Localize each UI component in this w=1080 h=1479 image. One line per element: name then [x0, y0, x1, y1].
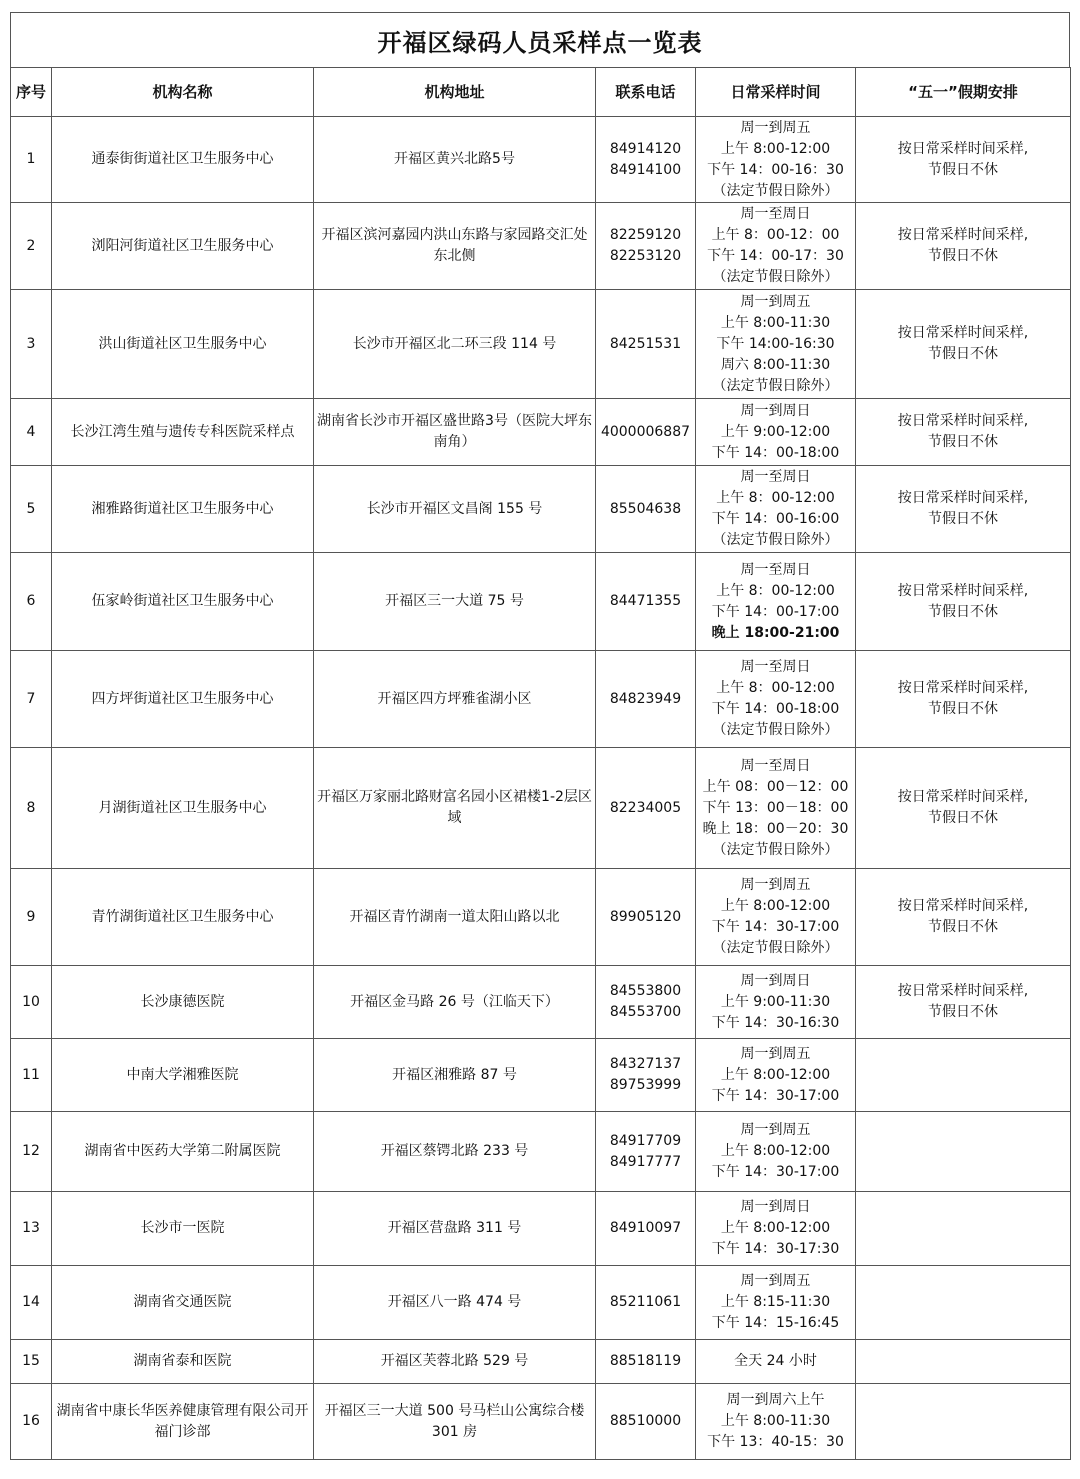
sampling-times-line: 上午 8:00-12:00 [720, 898, 831, 914]
row-number [11, 117, 52, 203]
sampling-times-line: 下午 14：00-16:00 [711, 511, 840, 527]
holiday-arrangement [856, 651, 1071, 748]
header-time: 日常采样时间 [696, 68, 856, 117]
table-row [11, 869, 1071, 966]
sampling-times [696, 1266, 856, 1340]
sampling-times-line: 上午 8:00-12:00 [720, 1143, 831, 1159]
row-number-line: 3 [26, 335, 36, 352]
row-number-line: 8 [26, 799, 36, 816]
phone-numbers [596, 117, 696, 203]
phone-numbers [596, 869, 696, 966]
phone-numbers-line: 88518119 [609, 1353, 682, 1369]
institution-name [52, 651, 314, 748]
institution-name-line: 湖南省交通医院 [133, 1294, 232, 1310]
holiday-arrangement-line: 按日常采样时间采样, [897, 898, 1029, 914]
phone-numbers-line: 82259120 [609, 227, 682, 243]
sampling-times-line: 周六 8:00-11:30 [720, 356, 831, 373]
institution-address [314, 466, 596, 553]
sampling-times [696, 553, 856, 651]
row-number-line: 4 [26, 423, 36, 440]
holiday-arrangement-line: 节假日不休 [928, 511, 998, 527]
row-number-line: 6 [26, 593, 36, 609]
sampling-sites-table [10, 67, 1071, 1460]
table-row [11, 748, 1071, 869]
institution-name-line: 四方坪街道社区卫生服务中心 [91, 690, 274, 707]
phone-numbers [596, 1112, 696, 1192]
sampling-times-line: 周一至周日 [740, 757, 811, 774]
table-row [11, 466, 1071, 553]
institution-name [52, 1112, 314, 1192]
institution-name-line: 浏阳河街道社区卫生服务中心 [91, 237, 274, 254]
table-row [11, 651, 1071, 748]
sampling-times-line: 下午 14：00-18:00 [711, 444, 840, 461]
row-number [11, 203, 52, 290]
phone-numbers-line: 82253120 [609, 248, 682, 264]
sampling-times-line: （法定节假日除外） [712, 377, 839, 394]
sampling-times [696, 748, 856, 869]
phone-numbers [596, 553, 696, 651]
table-row [11, 966, 1071, 1039]
institution-address [314, 651, 596, 748]
institution-address [314, 399, 596, 466]
institution-address-line: 开福区三一大道 75 号 [385, 593, 524, 609]
sampling-times-line: （法定节假日除外） [712, 940, 839, 956]
phone-numbers [596, 1039, 696, 1112]
institution-address-line: 开福区黄兴北路5号 [394, 151, 515, 167]
row-number [11, 290, 52, 399]
sampling-times-line: 下午 14：00-18:00 [711, 701, 840, 717]
institution-address [314, 1384, 596, 1460]
institution-address [314, 869, 596, 966]
institution-address-line: 开福区四方坪雅雀湖小区 [377, 690, 532, 707]
institution-name-line: 伍家岭街道社区卫生服务中心 [91, 593, 274, 609]
institution-address-line: 开福区三一大道 500 号马栏山公寓综合楼 301 房 [324, 1402, 585, 1440]
institution-name [52, 553, 314, 651]
holiday-arrangement [856, 466, 1071, 553]
sampling-times [696, 466, 856, 553]
holiday-arrangement-line: 节假日不休 [928, 919, 998, 935]
sampling-times-line: 上午 8:00-11:30 [720, 314, 831, 331]
sampling-times [696, 1384, 856, 1460]
phone-numbers-line: 84327137 [609, 1056, 682, 1072]
institution-name [52, 203, 314, 290]
table-row [11, 1039, 1071, 1112]
table-row [11, 290, 1071, 399]
institution-address [314, 966, 596, 1039]
sampling-times-line: （法定节假日除外） [712, 841, 839, 858]
sampling-times-line: 下午 14：30-17:00 [711, 919, 840, 935]
holiday-arrangement [856, 1192, 1071, 1266]
holiday-arrangement [856, 1266, 1071, 1340]
sampling-times-line: 下午 14：00-17：30 [707, 248, 844, 264]
institution-address-line: 开福区湘雅路 87 号 [392, 1066, 517, 1083]
phone-numbers-line: 84553800 [609, 983, 682, 999]
holiday-arrangement-line: 按日常采样时间采样, [897, 789, 1029, 805]
phone-numbers-line: 84471355 [609, 593, 682, 609]
row-number [11, 869, 52, 966]
holiday-arrangement-line: 节假日不休 [928, 701, 998, 717]
holiday-arrangement-line: 节假日不休 [928, 1004, 998, 1020]
institution-address-line: 开福区蔡锷北路 233 号 [380, 1143, 529, 1159]
phone-numbers [596, 748, 696, 869]
sampling-times-line: 周一到周五 [740, 1122, 811, 1138]
sampling-times-line: 上午 8:00-12:00 [720, 1220, 831, 1236]
institution-name-line: 长沙江湾生殖与遗传专科医院采样点 [70, 423, 295, 440]
holiday-arrangement-line: 按日常采样时间采样, [897, 325, 1029, 341]
row-number [11, 748, 52, 869]
header-holiday: “五一”假期安排 [856, 68, 1071, 117]
header-no: 序号 [11, 68, 52, 117]
holiday-arrangement [856, 966, 1071, 1039]
header-name: 机构名称 [52, 68, 314, 117]
sampling-times-line: 周一到周日 [740, 402, 811, 419]
phone-numbers-line: 84823949 [609, 690, 682, 707]
sampling-times-line: （法定节假日除外） [712, 269, 839, 285]
holiday-arrangement [856, 1384, 1071, 1460]
row-number-line: 2 [26, 237, 36, 254]
institution-address [314, 553, 596, 651]
row-number [11, 1340, 52, 1384]
phone-numbers-line: 82234005 [609, 799, 682, 816]
sampling-times-line: 下午 13：00－18：00 [702, 799, 849, 816]
holiday-arrangement [856, 399, 1071, 466]
sampling-times-line: 下午 14：00-17:00 [711, 603, 840, 620]
header-phone: 联系电话 [596, 68, 696, 117]
holiday-arrangement-line: 节假日不休 [928, 248, 998, 264]
institution-address [314, 1192, 596, 1266]
sampling-times-line: 上午 8:00-12:00 [720, 1066, 831, 1083]
row-number-line: 10 [22, 993, 40, 1010]
row-number [11, 1112, 52, 1192]
institution-name [52, 1384, 314, 1460]
sampling-times-line: 周一至周日 [740, 469, 811, 485]
row-number [11, 966, 52, 1039]
sampling-times [696, 651, 856, 748]
institution-name [52, 748, 314, 869]
sampling-times [696, 1039, 856, 1112]
sampling-times-line: （法定节假日除外） [712, 532, 839, 548]
phone-numbers-line: 89905120 [609, 908, 682, 925]
institution-name-line: 中南大学湘雅医院 [126, 1066, 239, 1083]
institution-name-line: 湖南省中康长华医养健康管理有限公司开福门诊部 [56, 1402, 309, 1440]
phone-numbers-line: 89753999 [609, 1077, 682, 1093]
sampling-times-line: 周一到周五 [740, 877, 811, 893]
row-number-line: 1 [26, 151, 36, 167]
row-number [11, 466, 52, 553]
institution-address-line: 开福区青竹湖南一道太阳山路以北 [349, 908, 560, 925]
row-number [11, 553, 52, 651]
sampling-times [696, 1192, 856, 1266]
institution-name [52, 966, 314, 1039]
sampling-times [696, 869, 856, 966]
sampling-times-line: 上午 9:00-11:30 [720, 993, 831, 1010]
sampling-times-line: 上午 8:00-11:30 [720, 1413, 831, 1429]
holiday-arrangement [856, 290, 1071, 399]
row-number-line: 14 [22, 1294, 40, 1310]
institution-address [314, 1112, 596, 1192]
holiday-arrangement-line: 节假日不休 [928, 603, 998, 620]
table-row [11, 203, 1071, 290]
sampling-times-line: 上午 08：00－12：00 [702, 778, 849, 795]
institution-address [314, 1039, 596, 1112]
row-number-line: 15 [22, 1353, 40, 1369]
phone-numbers-line: 85211061 [609, 1294, 682, 1310]
sampling-times-line: （法定节假日除外） [712, 722, 839, 738]
sampling-times-line: 上午 8：00-12：00 [711, 227, 840, 243]
institution-name [52, 1340, 314, 1384]
row-number [11, 399, 52, 466]
holiday-arrangement [856, 1039, 1071, 1112]
sampling-times-line: 周一到周五 [740, 119, 811, 136]
institution-name [52, 117, 314, 203]
holiday-arrangement-line: 节假日不休 [928, 346, 998, 362]
institution-address-line: 湖南省长沙市开福区盛世路3号（医院大坪东南角） [317, 413, 592, 450]
institution-address [314, 748, 596, 869]
sampling-times-line: 周一到周日 [740, 1199, 811, 1215]
sampling-times [696, 399, 856, 466]
phone-numbers [596, 1340, 696, 1384]
table-row [11, 1266, 1071, 1340]
institution-name-line: 青竹湖街道社区卫生服务中心 [91, 908, 274, 925]
row-number [11, 1039, 52, 1112]
sampling-times-line: 周一到周五 [740, 1045, 811, 1062]
holiday-arrangement [856, 117, 1071, 203]
institution-address-line: 开福区芙蓉北路 529 号 [380, 1353, 529, 1369]
sampling-times-line: 下午 14：30-17:00 [711, 1164, 840, 1180]
sampling-times [696, 1340, 856, 1384]
sampling-times-line: 上午 8:00-12:00 [720, 140, 831, 157]
institution-name-line: 长沙市一医院 [140, 1220, 225, 1236]
sampling-times-line: 下午 14：00-16：30 [707, 161, 844, 178]
header-address: 机构地址 [314, 68, 596, 117]
institution-address-line: 开福区万家丽北路财富名园小区裙楼1-2层区域 [317, 789, 592, 826]
institution-name [52, 869, 314, 966]
institution-address-line: 开福区八一路 474 号 [387, 1294, 522, 1310]
row-number-line: 13 [22, 1220, 40, 1236]
institution-name [52, 466, 314, 553]
holiday-arrangement [856, 869, 1071, 966]
table-row [11, 399, 1071, 466]
phone-numbers-line: 84553700 [609, 1004, 682, 1020]
phone-numbers [596, 1192, 696, 1266]
sampling-times-line: 周一到周五 [740, 1273, 811, 1289]
holiday-arrangement [856, 553, 1071, 651]
table-row [11, 1112, 1071, 1192]
phone-numbers-line: 88510000 [609, 1413, 682, 1429]
institution-name-line: 湘雅路街道社区卫生服务中心 [91, 500, 274, 517]
sampling-times-line: 上午 8：00-12:00 [716, 680, 835, 696]
sampling-times-line: 下午 14:00-16:30 [716, 335, 835, 352]
institution-name-line: 长沙康德医院 [140, 993, 225, 1010]
sampling-times-line: 上午 8：00-12:00 [716, 490, 835, 506]
phone-numbers-line: 84917777 [609, 1153, 682, 1170]
sampling-times-line: 下午 13：40-15：30 [707, 1434, 844, 1450]
row-number [11, 1266, 52, 1340]
institution-name-line: 湖南省中医药大学第二附属医院 [84, 1143, 281, 1159]
holiday-arrangement [856, 203, 1071, 290]
institution-address [314, 1266, 596, 1340]
phone-numbers [596, 1384, 696, 1460]
sampling-times-line: 周一到周日 [740, 972, 811, 989]
phone-numbers-line: 84914100 [609, 161, 682, 178]
institution-name-line: 湖南省泰和医院 [133, 1353, 232, 1369]
sampling-times-line: 全天 24 小时 [734, 1353, 817, 1369]
holiday-arrangement [856, 748, 1071, 869]
phone-numbers [596, 290, 696, 399]
phone-numbers-line: 84917709 [609, 1132, 682, 1149]
phone-numbers-line: 84251531 [609, 335, 682, 352]
phone-numbers-line: 4000006887 [600, 423, 691, 440]
sampling-times [696, 966, 856, 1039]
phone-numbers [596, 399, 696, 466]
phone-numbers [596, 466, 696, 553]
table-row [11, 1340, 1071, 1384]
sampling-times-line: 下午 14：30-17:30 [711, 1241, 840, 1257]
phone-numbers [596, 651, 696, 748]
institution-address-line: 长沙市开福区北二环三段 114 号 [352, 335, 557, 352]
institution-address-line: 开福区金马路 26 号（江临天下） [350, 993, 559, 1010]
holiday-arrangement-line: 节假日不休 [928, 434, 998, 450]
row-number [11, 651, 52, 748]
institution-name-line: 洪山街道社区卫生服务中心 [98, 335, 267, 352]
sampling-times [696, 203, 856, 290]
sampling-times-line: 周一至周日 [740, 206, 811, 222]
institution-name [52, 1192, 314, 1266]
holiday-arrangement [856, 1112, 1071, 1192]
institution-address [314, 203, 596, 290]
sampling-times-line: 周一到周六上午 [726, 1392, 825, 1408]
institution-address-line: 长沙市开福区文昌阁 155 号 [366, 500, 543, 517]
sampling-times-line: 上午 8：00-12:00 [716, 582, 835, 599]
holiday-arrangement-line: 按日常采样时间采样, [897, 490, 1029, 506]
table-row [11, 553, 1071, 651]
sampling-times [696, 290, 856, 399]
row-number [11, 1192, 52, 1266]
institution-address [314, 1340, 596, 1384]
institution-name [52, 290, 314, 399]
row-number-line: 7 [26, 690, 36, 707]
institution-name [52, 1266, 314, 1340]
sampling-times-line: 上午 8:15-11:30 [720, 1294, 831, 1310]
phone-numbers [596, 966, 696, 1039]
institution-address [314, 117, 596, 203]
table-row [11, 117, 1071, 203]
sampling-times-line: 下午 14：30-16:30 [711, 1014, 840, 1031]
row-number-line: 12 [22, 1143, 40, 1159]
sampling-times-line: 下午 14：30-17:00 [711, 1087, 840, 1104]
holiday-arrangement-line: 按日常采样时间采样, [897, 413, 1029, 429]
holiday-arrangement-line: 节假日不休 [928, 810, 998, 826]
sampling-times [696, 1112, 856, 1192]
holiday-arrangement-line: 按日常采样时间采样, [897, 140, 1029, 157]
sampling-times-line: 周一到周五 [740, 293, 811, 310]
sampling-times-line: 周一至周日 [740, 561, 811, 578]
holiday-arrangement-line: 节假日不休 [928, 161, 998, 178]
table-row [11, 1384, 1071, 1460]
page-title: 开福区绿码人员采样点一览表 [10, 12, 1070, 67]
row-number [11, 1384, 52, 1460]
institution-name-line: 月湖街道社区卫生服务中心 [98, 799, 267, 816]
row-number-line: 9 [26, 908, 36, 925]
institution-name [52, 399, 314, 466]
institution-name [52, 1039, 314, 1112]
row-number-line: 11 [22, 1066, 40, 1083]
phone-numbers-line: 85504638 [609, 500, 682, 517]
phone-numbers [596, 1266, 696, 1340]
holiday-arrangement-line: 按日常采样时间采样, [897, 680, 1029, 696]
phone-numbers-line: 84910097 [609, 1220, 682, 1236]
institution-address-line: 开福区营盘路 311 号 [387, 1220, 522, 1236]
institution-address-line: 开福区滨河嘉园内洪山东路与家园路交汇处东北侧 [321, 227, 588, 264]
holiday-arrangement-line: 按日常采样时间采样, [897, 227, 1029, 243]
sampling-times-line: 晚上 18:00-21:00 [711, 624, 840, 641]
row-number-line: 5 [26, 500, 36, 517]
phone-numbers-line: 84914120 [609, 140, 682, 157]
row-number-line: 16 [22, 1413, 40, 1429]
header-row [11, 68, 1071, 117]
holiday-arrangement-line: 按日常采样时间采样, [897, 983, 1029, 999]
institution-address [314, 290, 596, 399]
sampling-times-line: （法定节假日除外） [712, 182, 839, 199]
institution-name-line: 通泰街街道社区卫生服务中心 [91, 151, 274, 167]
holiday-arrangement [856, 1340, 1071, 1384]
sampling-times-line: 晚上 18：00－20：30 [702, 820, 849, 837]
sampling-times-line: 上午 9:00-12:00 [720, 423, 831, 440]
sampling-times-line: 周一至周日 [740, 659, 811, 675]
table-row [11, 1192, 1071, 1266]
sampling-times [696, 117, 856, 203]
phone-numbers [596, 203, 696, 290]
sampling-times-line: 下午 14：15-16:45 [711, 1315, 840, 1331]
holiday-arrangement-line: 按日常采样时间采样, [897, 582, 1029, 599]
